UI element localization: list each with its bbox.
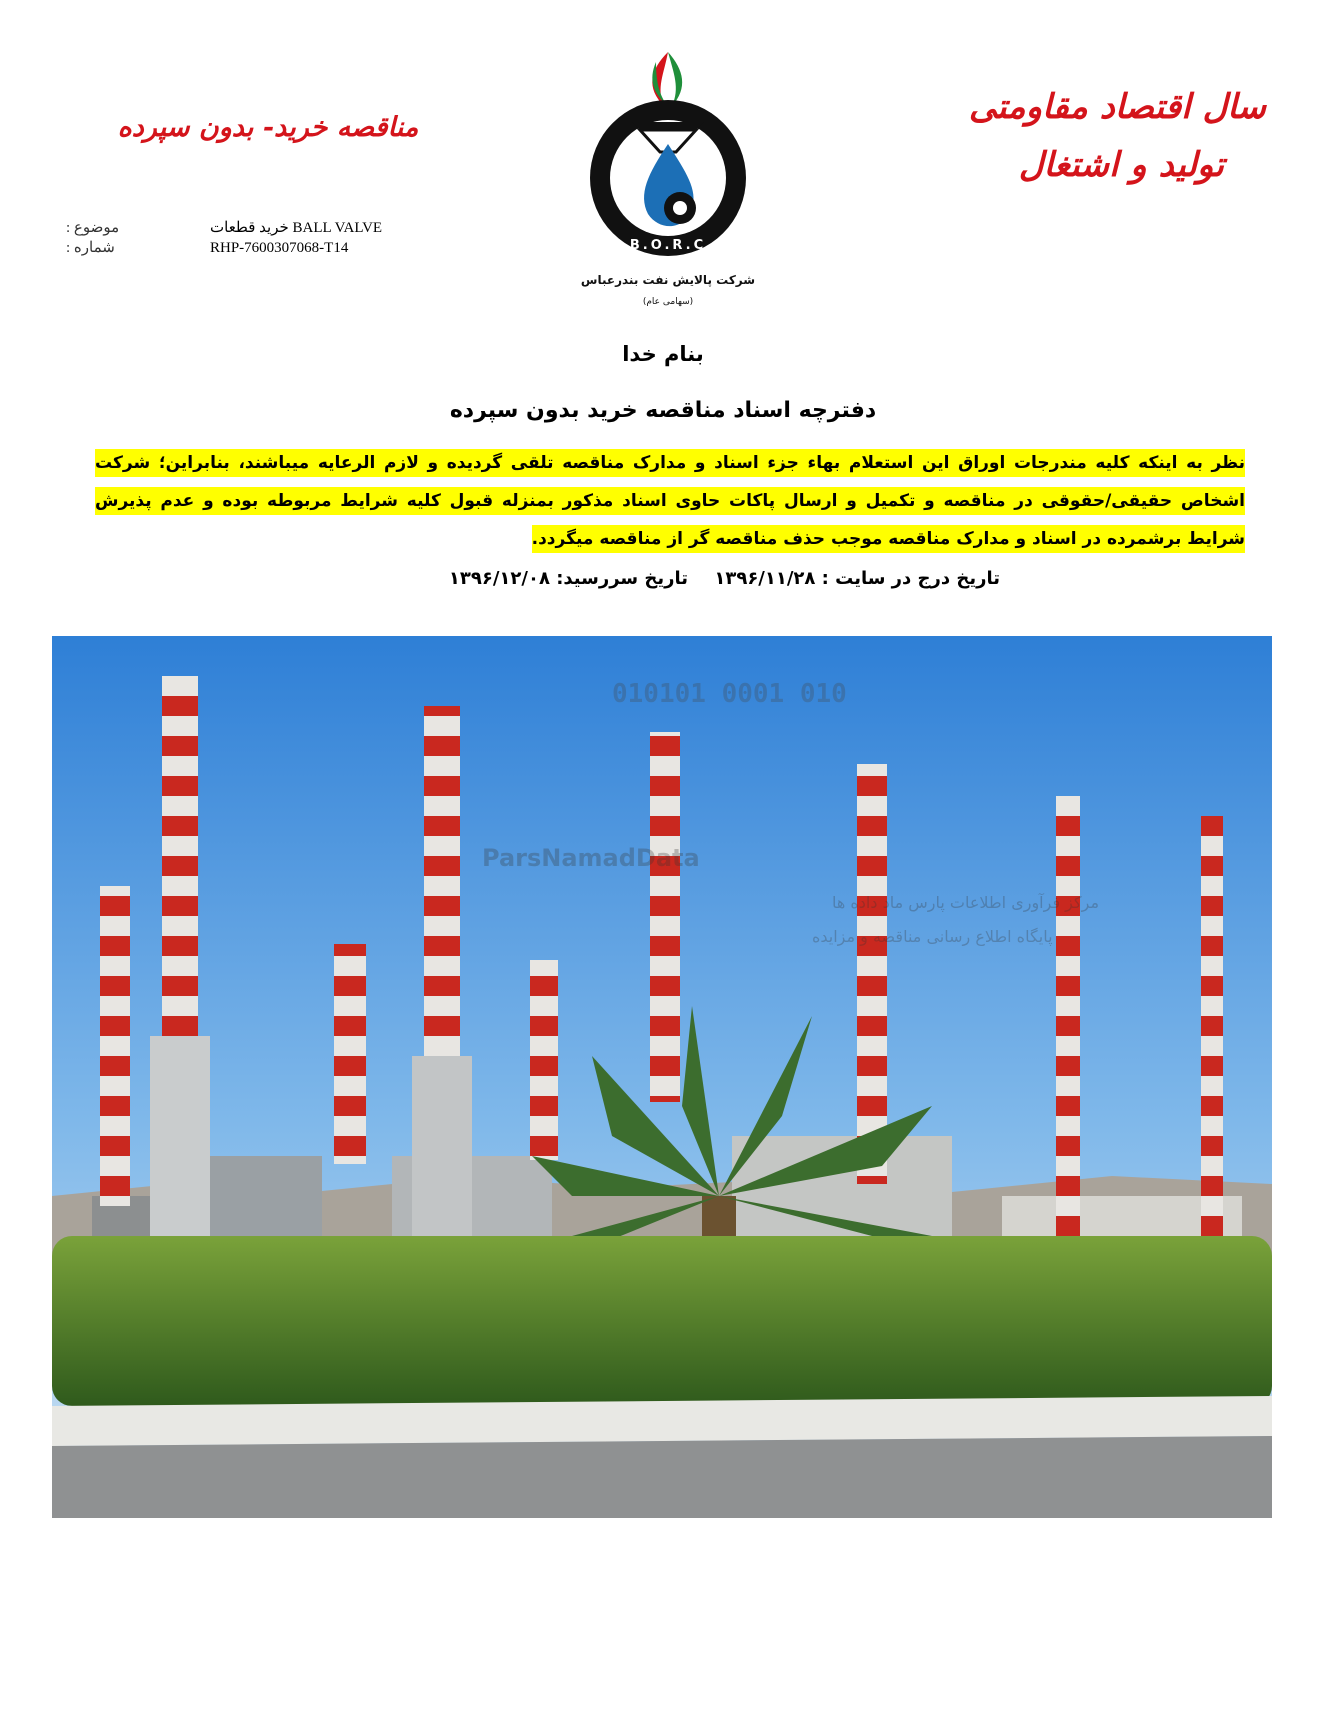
slogan-economy: [936, 78, 1266, 194]
document-meta: [62, 218, 462, 258]
logo-abbrev: B.O.R.C: [629, 238, 707, 253]
posted-date: تاریخ درج در سایت : ۱۳۹۶/۱۱/۲۸: [714, 568, 1000, 589]
hedge: [52, 1236, 1272, 1406]
svg-text:پایگاه اطلاع رسانی مناقصه و مز: پایگاه اطلاع رسانی مناقصه و مزایده: [812, 927, 1053, 946]
refinery-photo: [52, 636, 1272, 1518]
borc-emblem-icon: [568, 48, 768, 318]
watermark-brand: ParsNamadData: [482, 844, 700, 872]
notice-text: نظر به اینکه کلیه مندرجات اوراق این استعلام بهاء جزء اسناد و مدارک مناقصه تلقی گردیده و لازم الرعایه میباشند، بنابراین؛ شرکت اشخاص حقیقی/حقوقی در مناقصه و تکمیل و ارسال پاکات حاوی اسناد مذکور بمنزله قبول کلیه شرایط مربوطه بوده و عدم پذیرش شرایط برشمرده در اسناد و مدارک مناقصه موجب حذف مناقصه گر از مناقصه میگردد.: [95, 449, 1245, 553]
slogan-line2: تولید و اشتغال: [1018, 145, 1224, 185]
road: [52, 1436, 1272, 1518]
svg-text:مرکز فرآوری اطلاعات پارس ماد د: مرکز فرآوری اطلاعات پارس ماد داده ها: [832, 893, 1100, 912]
slogan-line1: سال اقتصاد مقاومتی: [968, 87, 1266, 127]
dates-row: [300, 568, 1000, 598]
number-value: RHP-7600307068-T14: [210, 240, 349, 256]
svg-text:010101 0001 010: 010101 0001 010: [612, 679, 847, 709]
tender-type-heading: مناقصه خرید- بدون سپرده: [117, 112, 419, 143]
subject-value: خرید قطعات BALL VALVE: [210, 220, 383, 236]
logo-company-name: شرکت پالایش نفت بندرعباس: [580, 273, 756, 287]
basmala: بنام خدا: [622, 342, 704, 366]
due-date: تاریخ سررسید: ۱۳۹۶/۱۲/۰۸: [448, 568, 688, 589]
flame-green-icon: [668, 52, 682, 106]
refinery-illustration: [52, 636, 1272, 1518]
number-label: شماره :: [66, 240, 115, 256]
subject-row: [62, 218, 462, 238]
notice-paragraph: [95, 444, 1245, 558]
logo-company-type: (سهامی عام): [642, 297, 694, 307]
subject-label: موضوع :: [66, 220, 120, 236]
document-title: دفترچه اسناد مناقصه خرید بدون سپرده: [449, 398, 877, 423]
number-row: [62, 238, 462, 258]
borc-logo: [568, 48, 768, 318]
